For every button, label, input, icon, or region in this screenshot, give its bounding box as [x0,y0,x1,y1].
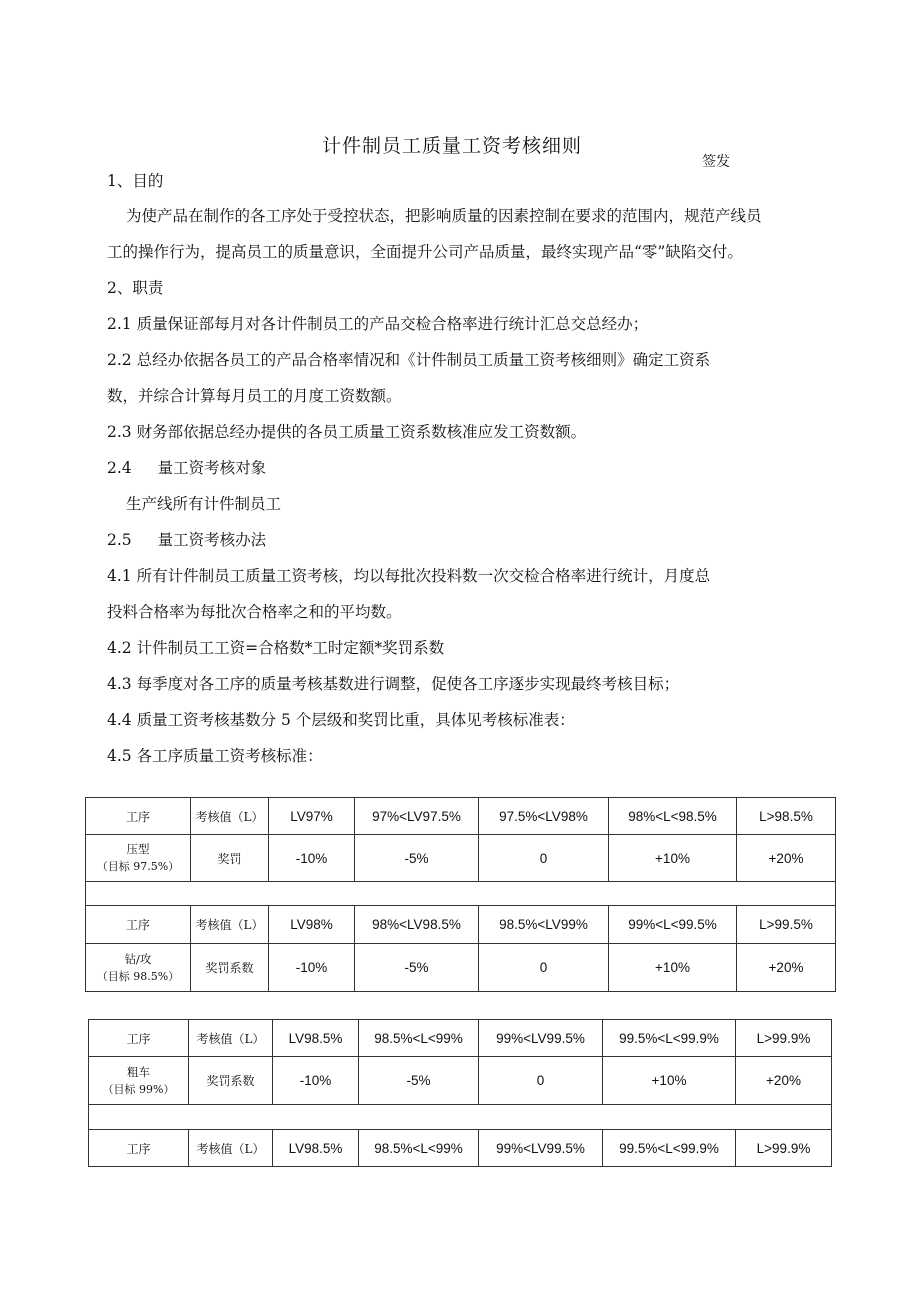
level-cell: 97.5%<LV98% [479,798,609,835]
reward-value: -5% [355,944,479,992]
standard-table-2 [88,1019,832,1167]
rule-4-2: 4.2 计件制员工工资=合格数*工时定额*奖罚系数 [107,639,445,657]
duty-2-2: 2.2 总经办依据各员工的产品合格率情况和《计件制员工质量工资考核细则》确定工资系 [107,351,711,369]
level-cell: 98.5%<L<99% [359,1020,479,1057]
level-cell: L>99.5% [737,906,836,944]
reward-value: 0 [479,1057,603,1105]
table-row [89,1057,832,1105]
process-name: 压型 [126,842,150,856]
level-cell: 98.5%<LV99% [479,906,609,944]
section-duties-heading: 2、职责 [107,279,164,297]
level-cell: L>98.5% [737,798,836,835]
table-spacer-row [89,1105,832,1130]
process-target: （目标 98.5%） [96,969,180,983]
table-row [86,906,836,944]
process-target: （目标 97.5%） [96,860,180,873]
process-name-cell [86,835,191,882]
assessment-header: 考核值（L） [191,906,269,944]
process-header: 工序 [89,1020,189,1057]
reward-value: -5% [359,1057,479,1105]
rule-4-4: 4.4 质量工资考核基数分 5 个层级和奖罚比重，具体见考核标准表： [107,711,575,729]
level-cell: 98.5%<L<99% [359,1130,479,1167]
document-title: 计件制员工质量工资考核细则 [321,135,582,157]
item-2-5-text: 量工资考核办法 [157,531,267,549]
assessment-header: 考核值（L） [191,798,269,835]
reward-value: +20% [736,1057,832,1105]
level-cell: 97%<LV97.5% [355,798,479,835]
level-cell: 99%<LV99.5% [479,1020,603,1057]
item-2-5 [107,529,266,551]
process-name: 粗车 [127,1064,150,1079]
level-cell: L>99.9% [736,1130,832,1167]
reward-value: -10% [269,835,355,882]
table-row [89,1130,832,1167]
purpose-text-2: 工的操作行为，提高员工的质量意识，全面提升公司产品质量，最终实现产品“零”缺陷交付。 [107,243,743,261]
rule-4-1: 4.1 所有计件制员工质量工资考核，均以每批次投料数一次交检合格率进行统计，月度总 [107,567,711,585]
process-name: 钻/攻 [124,951,152,966]
table-row [86,944,836,992]
process-name-cell [86,944,191,992]
reward-value: +20% [737,944,836,992]
level-cell: 99.5%<L<99.9% [603,1020,736,1057]
table-row [89,1020,832,1057]
level-cell: LV98% [269,906,355,944]
reward-value: 0 [479,835,609,882]
reward-label: 奖罚系数 [189,1057,273,1105]
level-cell: LV98.5% [273,1130,359,1167]
assessment-header: 考核值（L） [189,1020,273,1057]
process-header: 工序 [89,1130,189,1167]
table-row [86,798,836,835]
reward-label: 奖罚 [191,835,269,882]
rule-4-1-cont: 投料合格率为每批次合格率之和的平均数。 [107,603,402,621]
item-2-5-number: 2.5 [107,531,132,549]
level-cell: 98%<L<98.5% [609,798,737,835]
process-target: （目标 99%） [102,1082,175,1096]
reward-value: +10% [603,1057,736,1105]
duty-2-1: 2.1 质量保证部每月对各计件制员工的产品交检合格率进行统计汇总交总经办； [107,315,649,333]
item-2-4-number: 2.4 [107,459,132,477]
reward-value: +20% [737,835,836,882]
table-row [86,835,836,882]
item-2-4-text: 量工资考核对象 [157,459,267,477]
sign-label: 签发 [702,154,730,170]
level-cell: 99.5%<L<99.9% [603,1130,736,1167]
duty-2-2-cont: 数，并综合计算每月员工的月度工资数额。 [107,387,402,405]
duty-2-3: 2.3 财务部依据总经办提供的各员工质量工资系数核准应发工资数额。 [107,423,587,441]
table-spacer-row [86,882,836,906]
level-cell: LV98.5% [273,1020,359,1057]
reward-value: -5% [355,835,479,882]
reward-value: +10% [609,944,737,992]
level-cell: L>99.9% [736,1020,832,1057]
section-purpose-heading: 1、目的 [107,172,164,190]
process-header: 工序 [86,906,191,944]
item-2-4-detail: 生产线所有计件制员工 [126,495,282,513]
reward-value: -10% [269,944,355,992]
level-cell: 99%<LV99.5% [479,1130,603,1167]
level-cell: 98%<LV98.5% [355,906,479,944]
standard-table-1 [85,797,836,992]
rule-4-5: 4.5 各工序质量工资考核标准： [107,747,323,765]
reward-value: 0 [479,944,609,992]
item-2-4 [107,457,266,479]
level-cell: 99%<L<99.5% [609,906,737,944]
process-name-cell [89,1057,189,1105]
rule-4-3: 4.3 每季度对各工序的质量考核基数进行调整，促使各工序逐步实现最终考核目标； [107,675,680,693]
purpose-text-1: 为使产品在制作的各工序处于受控状态，把影响质量的因素控制在要求的范围内，规范产线员 [126,207,762,225]
process-header: 工序 [86,798,191,835]
reward-label: 奖罚系数 [191,944,269,992]
level-cell: LV97% [269,798,355,835]
assessment-header: 考核值（L） [189,1130,273,1167]
reward-value: -10% [273,1057,359,1105]
reward-value: +10% [609,835,737,882]
